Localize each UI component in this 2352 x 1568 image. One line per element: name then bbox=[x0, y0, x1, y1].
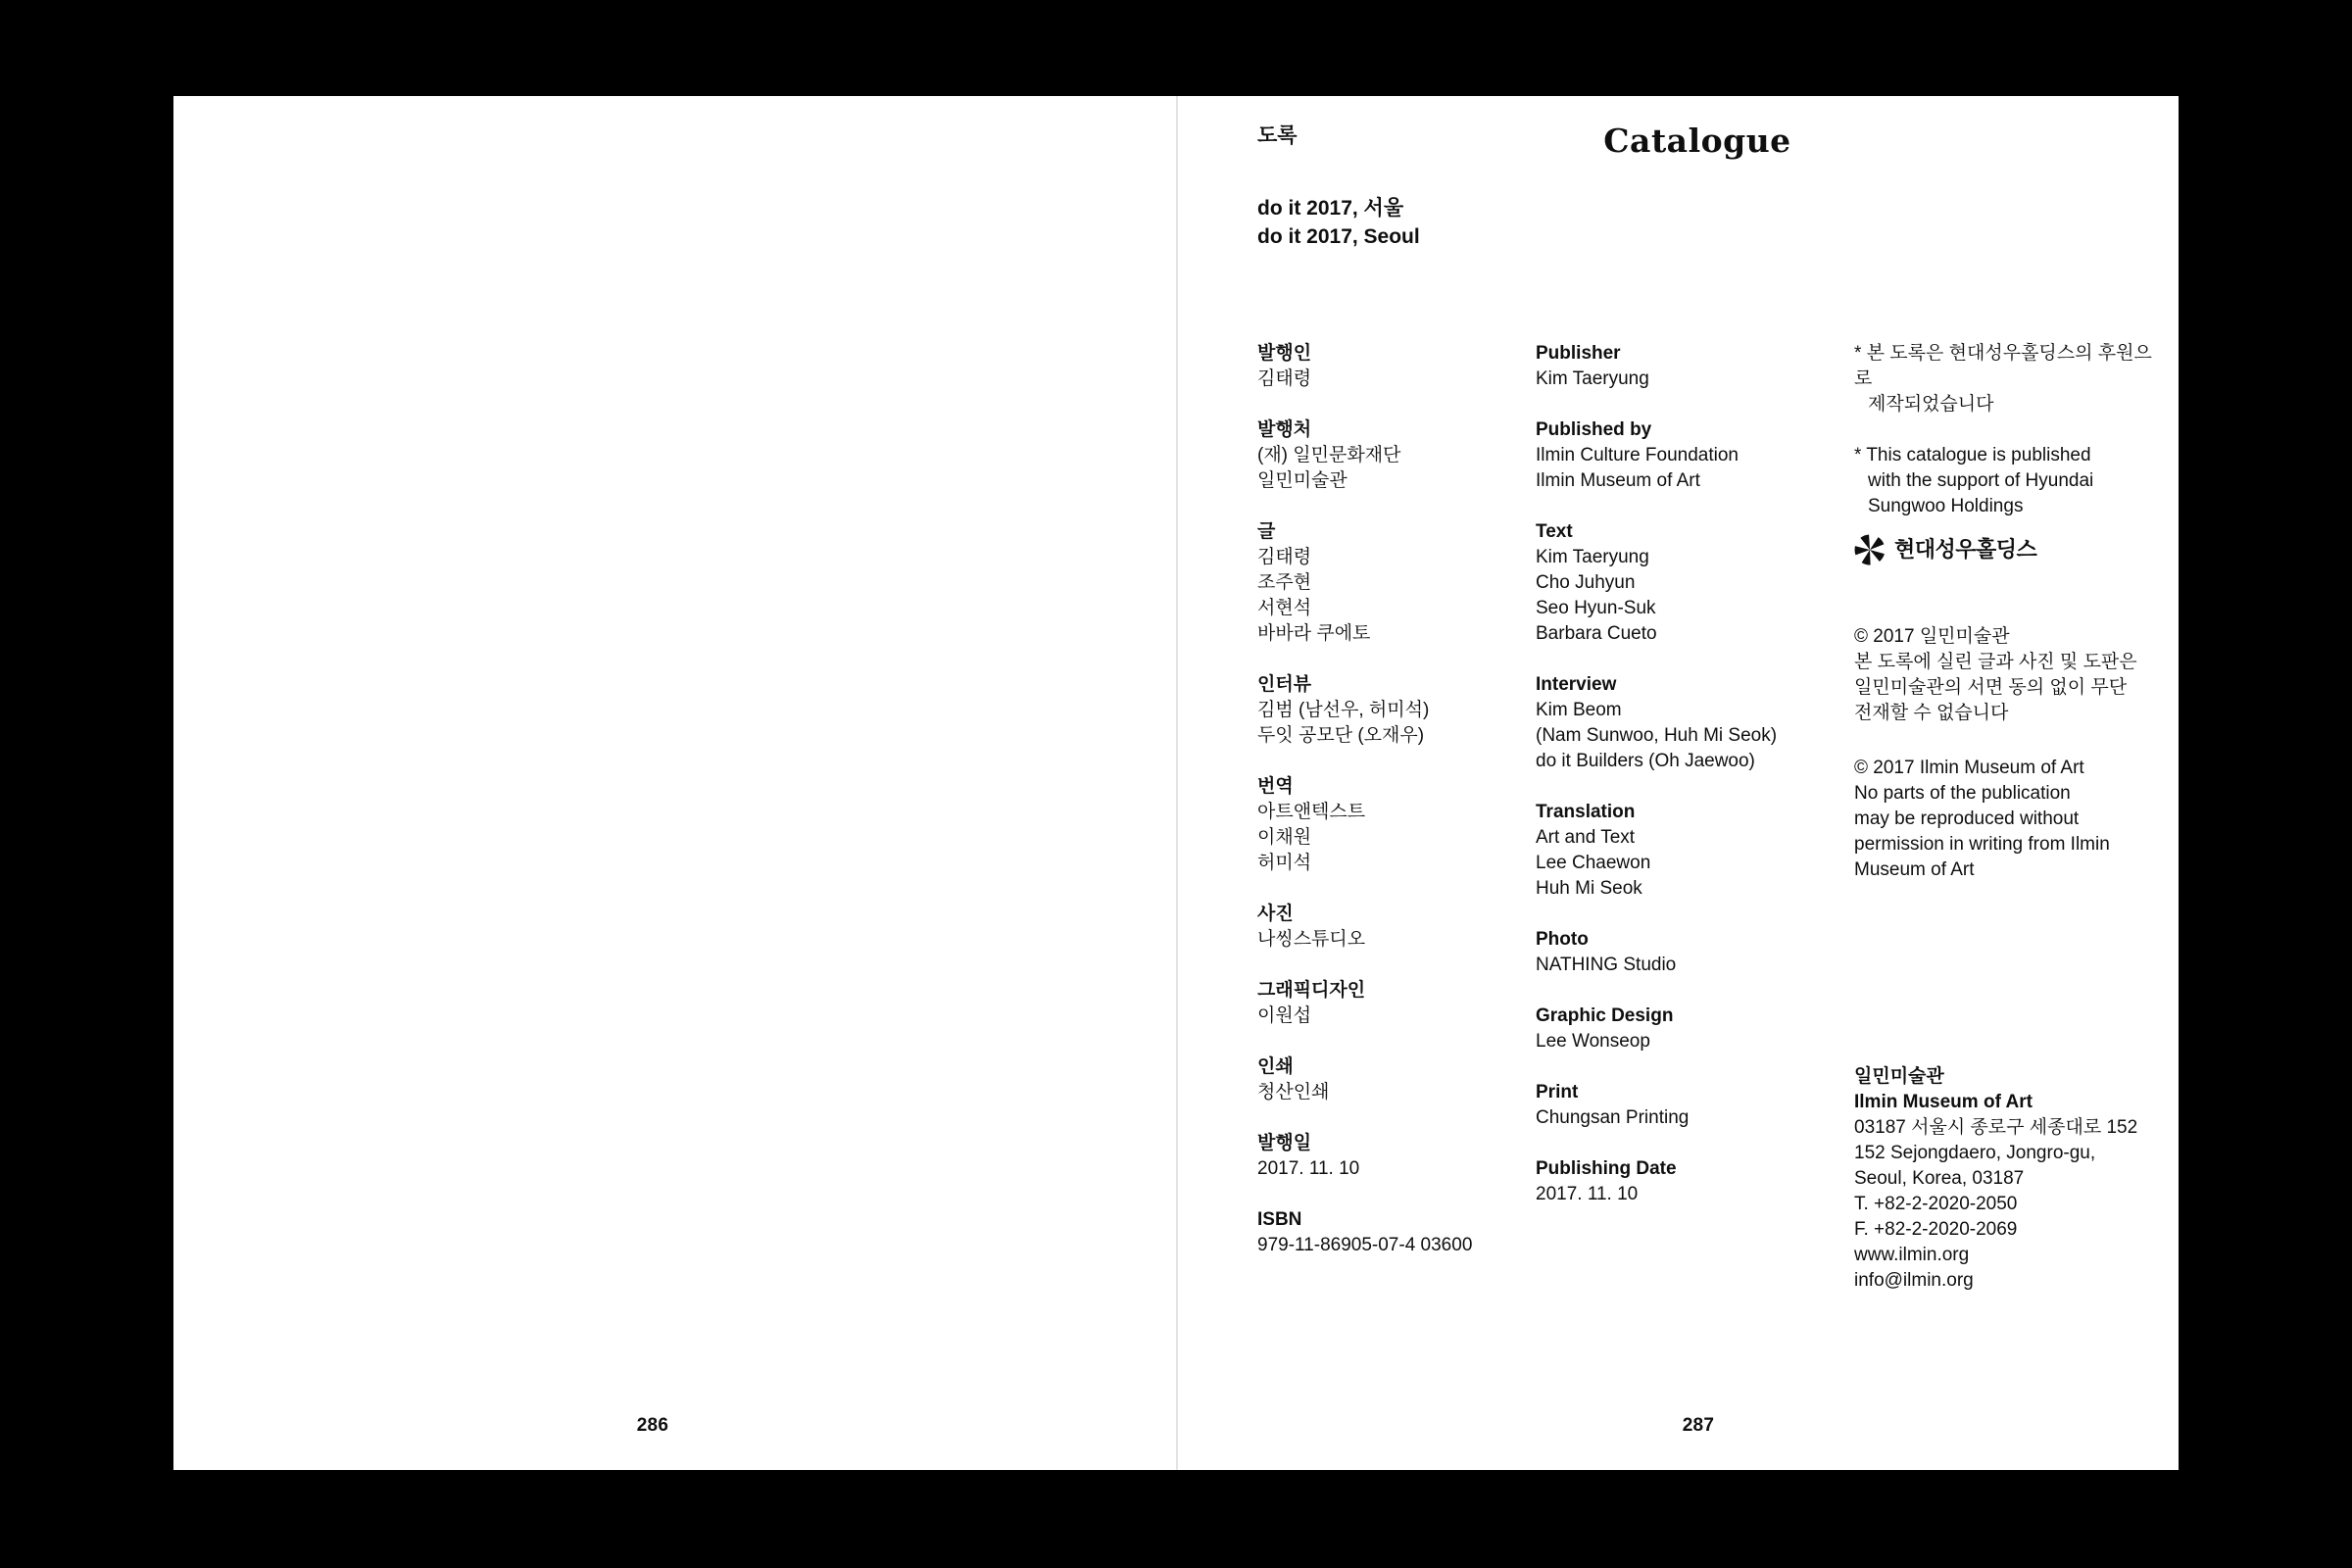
credit-line: Ilmin Museum of Art bbox=[1536, 470, 1700, 491]
credits-column-korean bbox=[1257, 341, 1534, 1284]
credit-label: ISBN bbox=[1257, 1209, 1302, 1230]
credit-section bbox=[1257, 519, 1534, 647]
edition-subtitle bbox=[1257, 194, 1420, 251]
credit-line: Lee Wonseop bbox=[1536, 1031, 1650, 1052]
credit-section bbox=[1536, 417, 1802, 494]
copyright-notice-korean bbox=[1854, 624, 2164, 726]
credit-section bbox=[1536, 1004, 1802, 1054]
credit-section bbox=[1536, 341, 1802, 392]
book-spread bbox=[173, 96, 2179, 1470]
credit-line: 두잇 공모단 (오재우) bbox=[1257, 725, 1425, 746]
credit-section bbox=[1257, 1054, 1534, 1105]
credit-label: Publisher bbox=[1536, 343, 1621, 364]
page-title: Catalogue bbox=[1603, 122, 1791, 160]
credit-line: (재) 일민문화재단 bbox=[1257, 445, 1401, 466]
contact-line: 03187 서울시 종로구 세종대로 152 bbox=[1854, 1117, 2138, 1138]
credit-section bbox=[1257, 978, 1534, 1029]
credits-column-english bbox=[1536, 341, 1802, 1233]
credit-section bbox=[1536, 1080, 1802, 1131]
credit-line: 아트앤텍스트 bbox=[1257, 802, 1366, 822]
copyright-line: 전재할 수 없습니다 bbox=[1854, 703, 2009, 723]
section-kicker-korean: 도록 bbox=[1257, 124, 1298, 147]
credit-label: 발행인 bbox=[1257, 343, 1312, 364]
credit-line: 979-11-86905-07-4 03600 bbox=[1257, 1235, 1473, 1255]
contact-lines bbox=[1854, 1115, 2164, 1294]
credit-label: 인쇄 bbox=[1257, 1056, 1294, 1077]
page-gutter-line bbox=[1176, 96, 1178, 1470]
notes-column bbox=[1854, 341, 2164, 1294]
credit-line: NATHING Studio bbox=[1536, 955, 1677, 975]
credit-line: 서현석 bbox=[1257, 598, 1312, 618]
credit-line: 나씽스튜디오 bbox=[1257, 929, 1366, 950]
copyright-line: permission in writing from Ilmin bbox=[1854, 834, 2110, 855]
credit-line: Kim Taeryung bbox=[1536, 368, 1649, 389]
copyright-line: Museum of Art bbox=[1854, 859, 1975, 880]
credit-label: Interview bbox=[1536, 674, 1617, 695]
credit-line: Barbara Cueto bbox=[1536, 623, 1657, 644]
credit-label: 그래픽디자인 bbox=[1257, 980, 1366, 1001]
credit-section bbox=[1536, 519, 1802, 647]
page-number-right: 287 bbox=[1682, 1415, 1715, 1436]
pinwheel-logo-icon bbox=[1854, 534, 1886, 565]
credit-line: Art and Text bbox=[1536, 827, 1636, 848]
credit-label: Graphic Design bbox=[1536, 1005, 1674, 1026]
contact-line: info@ilmin.org bbox=[1854, 1270, 1974, 1291]
credit-label: 인터뷰 bbox=[1257, 674, 1312, 695]
support-note-english bbox=[1854, 443, 2164, 519]
credit-label: Print bbox=[1536, 1082, 1579, 1102]
subtitle-line: do it 2017, Seoul bbox=[1257, 225, 1420, 248]
copyright-line: 일민미술관의 서면 동의 없이 무단 bbox=[1854, 677, 2128, 698]
credit-label: 발행일 bbox=[1257, 1133, 1312, 1153]
subtitle-line: do it 2017, 서울 bbox=[1257, 197, 1404, 220]
credit-section bbox=[1536, 672, 1802, 774]
credit-line: Kim Taeryung bbox=[1536, 547, 1649, 567]
credit-label: Translation bbox=[1536, 802, 1636, 822]
credit-line: Seo Hyun-Suk bbox=[1536, 598, 1656, 618]
credit-line: 바바라 쿠에토 bbox=[1257, 623, 1371, 644]
hyundai-sungwoo-logo bbox=[1854, 533, 2164, 566]
credit-label: 발행처 bbox=[1257, 419, 1312, 440]
note-line: * This catalogue is published bbox=[1854, 445, 2091, 466]
copyright-notice-english bbox=[1854, 756, 2164, 883]
credit-line: 이채원 bbox=[1257, 827, 1312, 848]
credit-section bbox=[1257, 902, 1534, 953]
credit-label: Publishing Date bbox=[1536, 1158, 1677, 1179]
credit-label: 번역 bbox=[1257, 776, 1294, 797]
credit-line: 허미석 bbox=[1257, 853, 1312, 873]
contact-line: www.ilmin.org bbox=[1854, 1245, 1970, 1265]
credit-line: 2017. 11. 10 bbox=[1536, 1184, 1639, 1204]
credit-section bbox=[1257, 341, 1534, 392]
copyright-line: © 2017 일민미술관 bbox=[1854, 626, 2010, 647]
contact-name-korean: 일민미술관 bbox=[1854, 1066, 1944, 1087]
credit-section bbox=[1257, 672, 1534, 749]
credit-line: Huh Mi Seok bbox=[1536, 878, 1642, 899]
copyright-line: 본 도록에 실린 글과 사진 및 도판은 bbox=[1854, 652, 2137, 672]
copyright-line: may be reproduced without bbox=[1854, 808, 2080, 829]
note-line: Sungwoo Holdings bbox=[1868, 496, 2024, 516]
credit-line: 2017. 11. 10 bbox=[1257, 1158, 1360, 1179]
credit-line: (Nam Sunwoo, Huh Mi Seok) bbox=[1536, 725, 1778, 746]
note-line: with the support of Hyundai bbox=[1868, 470, 2094, 491]
credit-label: Photo bbox=[1536, 929, 1589, 950]
contact-block bbox=[1854, 1064, 2164, 1294]
credit-section bbox=[1536, 800, 1802, 902]
contact-line: T. +82-2-2020-2050 bbox=[1854, 1194, 2018, 1214]
credit-line: 김태령 bbox=[1257, 547, 1312, 567]
contact-name-english: Ilmin Museum of Art bbox=[1854, 1092, 2033, 1112]
contact-line: 152 Sejongdaero, Jongro-gu, bbox=[1854, 1143, 2096, 1163]
credit-section bbox=[1257, 1207, 1534, 1258]
credit-line: 김범 (남선우, 허미석) bbox=[1257, 700, 1430, 720]
credit-line: 김태령 bbox=[1257, 368, 1312, 389]
credit-section bbox=[1536, 927, 1802, 978]
support-note-korean bbox=[1854, 341, 2164, 417]
credit-line: 일민미술관 bbox=[1257, 470, 1348, 491]
credit-line: Ilmin Culture Foundation bbox=[1536, 445, 1739, 466]
sponsor-logo-text: 현대성우홀딩스 bbox=[1894, 537, 2037, 562]
credit-line: Lee Chaewon bbox=[1536, 853, 1651, 873]
copyright-line: No parts of the publication bbox=[1854, 783, 2071, 804]
copyright-line: © 2017 Ilmin Museum of Art bbox=[1854, 758, 2084, 778]
page-number-left: 286 bbox=[636, 1415, 669, 1436]
credit-line: Kim Beom bbox=[1536, 700, 1622, 720]
credit-section bbox=[1257, 1131, 1534, 1182]
credit-label: 사진 bbox=[1257, 904, 1294, 924]
credit-line: Cho Juhyun bbox=[1536, 572, 1636, 593]
credit-line: 조주현 bbox=[1257, 572, 1312, 593]
credit-line: 청산인쇄 bbox=[1257, 1082, 1330, 1102]
credit-section bbox=[1536, 1156, 1802, 1207]
credit-section bbox=[1257, 774, 1534, 876]
note-line: * 본 도록은 현대성우홀딩스의 후원으로 bbox=[1854, 343, 2152, 389]
credit-label: Text bbox=[1536, 521, 1573, 542]
contact-line: F. +82-2-2020-2069 bbox=[1854, 1219, 2018, 1240]
credit-section bbox=[1257, 417, 1534, 494]
credit-label: Published by bbox=[1536, 419, 1652, 440]
credit-line: Chungsan Printing bbox=[1536, 1107, 1690, 1128]
credit-line: 이원섭 bbox=[1257, 1005, 1312, 1026]
contact-line: Seoul, Korea, 03187 bbox=[1854, 1168, 2025, 1189]
note-line: 제작되었습니다 bbox=[1868, 394, 1994, 415]
credit-label: 글 bbox=[1257, 521, 1276, 542]
credit-line: do it Builders (Oh Jaewoo) bbox=[1536, 751, 1755, 771]
